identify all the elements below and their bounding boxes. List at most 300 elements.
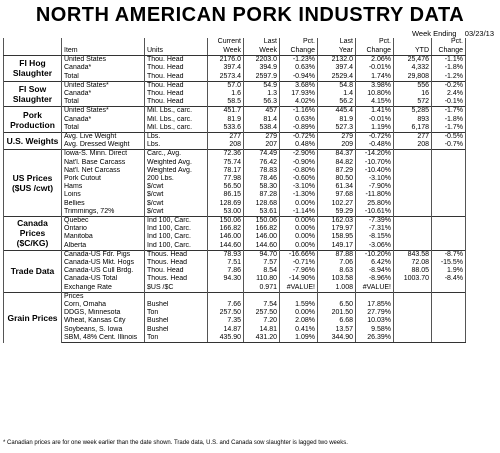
pct-change-3-cell: -1.8%	[432, 116, 466, 124]
last-week-cell: 538.4	[244, 124, 280, 133]
section-label: Canada Prices ($C/KG)	[4, 217, 62, 251]
units-cell: Bushel	[145, 301, 208, 309]
pct-change-2-cell: 25.80%	[356, 200, 394, 208]
pct-change-2-cell: 6.42%	[356, 259, 394, 267]
ytd-cell	[394, 225, 432, 233]
pct-change-2-cell: 10.03%	[356, 317, 394, 325]
item-cell: Canada-US Cull Brdg.	[62, 267, 145, 275]
last-year-cell: 8.63	[318, 267, 356, 275]
last-week-cell: 78.83	[244, 167, 280, 175]
section-label: FI Sow Slaughter	[4, 81, 62, 107]
last-year-cell: 2529.4	[318, 73, 356, 82]
table-row	[4, 326, 466, 334]
table-row	[4, 133, 466, 142]
table-row	[4, 98, 466, 107]
current-week-cell: 2176.0	[208, 56, 244, 65]
pct-change-1-cell: -0.90%	[280, 159, 318, 167]
header-pct2-line2: Change	[366, 46, 391, 54]
header-pct-change-2	[356, 38, 394, 56]
ytd-cell: 208	[394, 141, 432, 150]
current-week-cell: 7.51	[208, 259, 244, 267]
ytd-cell: 16	[394, 90, 432, 98]
item-cell: Canada-US Fdr. Pigs	[62, 250, 145, 259]
pct-change-3-cell	[432, 284, 466, 293]
pct-change-1-cell: 1.09%	[280, 334, 318, 343]
ytd-cell: 277	[394, 133, 432, 142]
current-week-cell: 58.5	[208, 98, 244, 107]
empty-cell	[318, 292, 356, 301]
item-cell: Corn, Omaha	[62, 301, 145, 309]
item-cell: United States*	[62, 107, 145, 116]
units-cell: Mil. Lbs., carc.	[145, 107, 208, 116]
pct-change-1-cell: -1.30%	[280, 191, 318, 199]
pct-change-3-cell	[432, 225, 466, 233]
last-week-cell: 457	[244, 107, 280, 116]
pct-change-2-cell: 27.79%	[356, 309, 394, 317]
units-cell: Lbs.	[145, 141, 208, 150]
units-cell: Mil. Lbs., carc.	[145, 116, 208, 124]
item-cell: SBM, 48% Cent. Illinois	[62, 334, 145, 343]
current-week-cell	[208, 284, 244, 293]
last-week-cell: 74.49	[244, 150, 280, 159]
last-week-cell: 54.9	[244, 81, 280, 90]
item-cell: United States	[62, 56, 145, 65]
header-pct-change-3	[432, 38, 466, 56]
last-year-cell: 7.06	[318, 259, 356, 267]
current-week-cell: 81.9	[208, 116, 244, 124]
ytd-cell: 5,285	[394, 107, 432, 116]
last-week-cell: 1.3	[244, 90, 280, 98]
header-lastweek-line1: Last	[263, 38, 277, 45]
ytd-cell	[394, 317, 432, 325]
pct-change-3-cell: -0.5%	[432, 133, 466, 142]
last-year-cell: 344.90	[318, 334, 356, 343]
header-item: Item	[62, 38, 145, 56]
units-cell: Ton	[145, 334, 208, 343]
last-week-cell: 58.30	[244, 183, 280, 191]
item-cell: Canada*	[62, 64, 145, 72]
units-cell: Bushel	[145, 317, 208, 325]
table-row	[4, 225, 466, 233]
pct-change-3-cell	[432, 150, 466, 159]
current-week-cell: 14.87	[208, 326, 244, 334]
pct-change-1-cell: 3.68%	[280, 81, 318, 90]
header-blank	[4, 38, 62, 56]
table-row	[4, 217, 466, 226]
ytd-cell	[394, 284, 432, 293]
table-row	[4, 309, 466, 317]
item-cell: Hams	[62, 183, 145, 191]
header-last-week	[244, 38, 280, 56]
last-year-cell: 87.29	[318, 167, 356, 175]
section-header-item: Prices	[62, 292, 145, 301]
ytd-cell	[394, 334, 432, 343]
pct-change-2-cell: -8.94%	[356, 267, 394, 275]
pct-change-2-cell: 2.06%	[356, 56, 394, 65]
pct-change-1-cell: #VALUE!	[280, 284, 318, 293]
current-week-cell: 72.36	[208, 150, 244, 159]
current-week-cell: 94.30	[208, 275, 244, 283]
table-row	[4, 124, 466, 133]
section-label: U.S. Weights	[4, 133, 62, 150]
pct-change-2-cell: 26.39%	[356, 334, 394, 343]
pct-change-2-cell: -3.06%	[356, 242, 394, 251]
empty-cell	[394, 292, 432, 301]
item-cell: Quebec	[62, 217, 145, 226]
header-pct3-line1: Pct.	[450, 38, 463, 45]
current-week-cell: 208	[208, 141, 244, 150]
last-week-cell: 128.68	[244, 200, 280, 208]
item-cell: Canada-US Total	[62, 275, 145, 283]
pct-change-1-cell: -0.60%	[280, 175, 318, 183]
empty-cell	[356, 292, 394, 301]
current-week-cell: 150.06	[208, 217, 244, 226]
table-row	[4, 141, 466, 150]
header-units: Units	[145, 38, 208, 56]
units-cell: Ind 100, Carc.	[145, 242, 208, 251]
item-cell: Iowa-S. Minn. Direct	[62, 150, 145, 159]
empty-cell	[280, 292, 318, 301]
pct-change-3-cell	[432, 183, 466, 191]
current-week-cell: 53.00	[208, 208, 244, 217]
last-week-cell: 7.54	[244, 301, 280, 309]
pct-change-3-cell	[432, 208, 466, 217]
item-cell: Total	[62, 98, 145, 107]
last-year-cell: 445.4	[318, 107, 356, 116]
last-year-cell: 97.68	[318, 191, 356, 199]
header-lastyear-line2: Year	[338, 46, 353, 54]
header-pct3-line2: Change	[438, 46, 463, 54]
table-row	[4, 150, 466, 159]
pct-change-2-cell: 9.58%	[356, 326, 394, 334]
pct-change-2-cell: 17.85%	[356, 301, 394, 309]
table-row	[4, 267, 466, 275]
current-week-cell: 78.17	[208, 167, 244, 175]
last-year-cell: 84.37	[318, 150, 356, 159]
item-cell: Exchange Rate	[62, 284, 145, 293]
empty-cell	[432, 292, 466, 301]
last-year-cell: 84.82	[318, 159, 356, 167]
last-year-cell: 87.88	[318, 250, 356, 259]
ytd-cell	[394, 301, 432, 309]
pct-change-1-cell: -0.80%	[280, 167, 318, 175]
ytd-cell: 1003.70	[394, 275, 432, 283]
last-week-cell: 7.57	[244, 259, 280, 267]
pct-change-3-cell: 1.9%	[432, 267, 466, 275]
ytd-cell: 843.58	[394, 250, 432, 259]
pct-change-3-cell: 2.4%	[432, 90, 466, 98]
table-row	[4, 301, 466, 309]
pct-change-1-cell: -0.72%	[280, 133, 318, 142]
item-cell: Avg. Dressed Weight	[62, 141, 145, 150]
last-year-cell: 1.008	[318, 284, 356, 293]
header-pct2-line1: Pct.	[378, 38, 391, 45]
item-cell: Ontario	[62, 225, 145, 233]
pct-change-2-cell: -0.01%	[356, 64, 394, 72]
item-cell: Manitoba	[62, 233, 145, 241]
item-cell: Trimmings, 72%	[62, 208, 145, 217]
last-year-cell: 279	[318, 133, 356, 142]
units-cell: Thou. Head	[145, 73, 208, 82]
current-week-cell: 7.35	[208, 317, 244, 325]
pct-change-1-cell: 4.02%	[280, 98, 318, 107]
table-row	[4, 175, 466, 183]
last-year-cell: 6.68	[318, 317, 356, 325]
pct-change-1-cell: 1.59%	[280, 301, 318, 309]
header-pct1-line2: Change	[290, 46, 315, 54]
pct-change-1-cell: -7.96%	[280, 267, 318, 275]
table-row	[4, 250, 466, 259]
item-cell: Canada-US Mkt. Hogs	[62, 259, 145, 267]
current-week-cell: 144.60	[208, 242, 244, 251]
ytd-cell: 6,178	[394, 124, 432, 133]
units-cell: Ind 100, Carc.	[145, 233, 208, 241]
section-header-row	[4, 292, 466, 301]
pct-change-1-cell: -2.90%	[280, 150, 318, 159]
pct-change-3-cell: -1.1%	[432, 56, 466, 65]
units-cell: $/cwt	[145, 208, 208, 217]
week-ending-date: 03/23/13	[464, 29, 494, 38]
last-year-cell: 149.17	[318, 242, 356, 251]
table-row	[4, 317, 466, 325]
ytd-cell	[394, 150, 432, 159]
last-week-cell: 110.80	[244, 275, 280, 283]
last-year-cell: 6.50	[318, 301, 356, 309]
pct-change-2-cell: -10.61%	[356, 208, 394, 217]
pct-change-2-cell: -10.70%	[356, 159, 394, 167]
ytd-cell	[394, 167, 432, 175]
header-ytd: YTD	[394, 38, 432, 56]
units-cell: Lbs.	[145, 133, 208, 142]
last-year-cell: 80.50	[318, 175, 356, 183]
units-cell: $/cwt	[145, 191, 208, 199]
table-row	[4, 259, 466, 267]
units-cell: Ind 100, Carc.	[145, 225, 208, 233]
header-row	[4, 38, 466, 56]
empty-cell	[244, 292, 280, 301]
table-row	[4, 116, 466, 124]
units-cell: Thou. Head	[145, 90, 208, 98]
pct-change-3-cell: -0.1%	[432, 98, 466, 107]
units-cell: Weighted Avg.	[145, 167, 208, 175]
table-row	[4, 107, 466, 116]
table-row	[4, 275, 466, 283]
week-ending-label: Week Ending	[411, 29, 457, 38]
pct-change-3-cell	[432, 233, 466, 241]
pct-change-3-cell	[432, 317, 466, 325]
pct-change-2-cell: -14.20%	[356, 150, 394, 159]
empty-cell	[208, 292, 244, 301]
pct-change-3-cell: -0.2%	[432, 81, 466, 90]
pct-change-1-cell: -0.89%	[280, 124, 318, 133]
last-year-cell: 13.57	[318, 326, 356, 334]
item-cell: Alberta	[62, 242, 145, 251]
units-cell: 200 Lbs.	[145, 175, 208, 183]
ytd-cell	[394, 159, 432, 167]
pct-change-2-cell: -0.48%	[356, 141, 394, 150]
pct-change-2-cell: 10.80%	[356, 90, 394, 98]
ytd-cell	[394, 183, 432, 191]
item-cell: Total	[62, 73, 145, 82]
item-cell: Total	[62, 124, 145, 133]
last-week-cell: 81.4	[244, 116, 280, 124]
last-year-cell: 102.27	[318, 200, 356, 208]
last-week-cell: 76.42	[244, 159, 280, 167]
empty-cell	[145, 292, 208, 301]
last-year-cell: 56.2	[318, 98, 356, 107]
current-week-cell: 78.93	[208, 250, 244, 259]
last-year-cell: 81.9	[318, 116, 356, 124]
last-week-cell: 53.61	[244, 208, 280, 217]
current-week-cell: 397.4	[208, 64, 244, 72]
pct-change-2-cell: -10.20%	[356, 250, 394, 259]
pct-change-1-cell: -14.90%	[280, 275, 318, 283]
section-label: FI Hog Slaughter	[4, 56, 62, 82]
section-label: Pork Production	[4, 107, 62, 133]
header-lastyear-line1: Last	[339, 38, 353, 45]
pct-change-1-cell: 0.63%	[280, 116, 318, 124]
pct-change-3-cell: -1.7%	[432, 107, 466, 116]
ytd-cell: 25,476	[394, 56, 432, 65]
ytd-cell: 29,808	[394, 73, 432, 82]
item-cell: Avg. Live Weight	[62, 133, 145, 142]
pct-change-3-cell	[432, 217, 466, 226]
pct-change-1-cell: -1.14%	[280, 208, 318, 217]
table-row	[4, 167, 466, 175]
last-year-cell: 201.50	[318, 309, 356, 317]
last-week-cell: 14.81	[244, 326, 280, 334]
last-week-cell: 78.46	[244, 175, 280, 183]
units-cell: Thou. Head	[145, 267, 208, 275]
pct-change-2-cell: -11.80%	[356, 191, 394, 199]
units-cell: Bushel	[145, 326, 208, 334]
last-week-cell: 8.54	[244, 267, 280, 275]
pct-change-3-cell	[432, 175, 466, 183]
units-cell: Ton	[145, 309, 208, 317]
last-week-cell: 2203.0	[244, 56, 280, 65]
pct-change-3-cell: -15.5%	[432, 259, 466, 267]
pct-change-1-cell: -0.94%	[280, 73, 318, 82]
current-week-cell: 75.74	[208, 159, 244, 167]
last-year-cell: 179.97	[318, 225, 356, 233]
last-year-cell: 397.4	[318, 64, 356, 72]
last-week-cell: 279	[244, 133, 280, 142]
last-year-cell: 158.95	[318, 233, 356, 241]
current-week-cell: 128.69	[208, 200, 244, 208]
last-week-cell: 207	[244, 141, 280, 150]
pct-change-3-cell: -1.2%	[432, 73, 466, 82]
pct-change-3-cell: -1.8%	[432, 64, 466, 72]
last-week-cell: 150.06	[244, 217, 280, 226]
pct-change-2-cell: -0.01%	[356, 116, 394, 124]
pct-change-1-cell: 17.93%	[280, 90, 318, 98]
table-row	[4, 208, 466, 217]
pct-change-1-cell: 0.00%	[280, 225, 318, 233]
units-cell: Thous. Head	[145, 275, 208, 283]
data-table	[3, 38, 466, 343]
last-week-cell: 0.971	[244, 284, 280, 293]
pct-change-1-cell: 2.08%	[280, 317, 318, 325]
table-row	[4, 191, 466, 199]
pct-change-2-cell: 3.98%	[356, 81, 394, 90]
last-week-cell: 7.20	[244, 317, 280, 325]
item-cell: Bellies	[62, 200, 145, 208]
current-week-cell: 57.0	[208, 81, 244, 90]
pct-change-1-cell: 0.00%	[280, 233, 318, 241]
units-cell: Thou. Head	[145, 56, 208, 65]
units-cell: Weighted Avg.	[145, 159, 208, 167]
pct-change-1-cell: -0.71%	[280, 259, 318, 267]
units-cell: Thou. Head	[145, 81, 208, 90]
current-week-cell: 533.6	[208, 124, 244, 133]
ytd-cell	[394, 191, 432, 199]
table-row	[4, 200, 466, 208]
item-cell: Loins	[62, 191, 145, 199]
week-ending	[412, 29, 494, 38]
units-cell: Thous. Head	[145, 250, 208, 259]
ytd-cell	[394, 242, 432, 251]
last-year-cell: 527.3	[318, 124, 356, 133]
last-week-cell: 394.9	[244, 64, 280, 72]
current-week-cell: 146.00	[208, 233, 244, 241]
section-label: Trade Data	[4, 250, 62, 292]
last-year-cell: 2132.0	[318, 56, 356, 65]
ytd-cell: 72.08	[394, 259, 432, 267]
report-title: NORTH AMERICAN PORK INDUSTRY DATA	[35, 4, 465, 26]
current-week-cell: 451.7	[208, 107, 244, 116]
header-current-line2: Week	[223, 46, 241, 54]
pct-change-2-cell: -7.31%	[356, 225, 394, 233]
pct-change-2-cell: -7.90%	[356, 183, 394, 191]
last-year-cell: 61.34	[318, 183, 356, 191]
current-week-cell: 1.6	[208, 90, 244, 98]
ytd-cell	[394, 309, 432, 317]
pct-change-1-cell: 0.63%	[280, 64, 318, 72]
header-pct1-line1: Pct.	[302, 38, 315, 45]
header-pct-change-1	[280, 38, 318, 56]
current-week-cell: 77.98	[208, 175, 244, 183]
last-week-cell: 94.70	[244, 250, 280, 259]
current-week-cell: 277	[208, 133, 244, 142]
item-cell: Pork Cutout	[62, 175, 145, 183]
item-cell: DDGS, Minnesota	[62, 309, 145, 317]
pct-change-2-cell: -8.96%	[356, 275, 394, 283]
last-week-cell: 166.82	[244, 225, 280, 233]
units-cell: Mil. Lbs., carc.	[145, 124, 208, 133]
pct-change-3-cell: -8.4%	[432, 275, 466, 283]
pct-change-2-cell: 1.19%	[356, 124, 394, 133]
units-cell: Thou. Head	[145, 98, 208, 107]
last-year-cell: 209	[318, 141, 356, 150]
pct-change-3-cell	[432, 200, 466, 208]
header-current-week	[208, 38, 244, 56]
units-cell: Ind 100, Carc.	[145, 217, 208, 226]
last-week-cell: 2597.9	[244, 73, 280, 82]
last-week-cell: 146.00	[244, 233, 280, 241]
pct-change-2-cell: 1.74%	[356, 73, 394, 82]
pct-change-3-cell: -8.7%	[432, 250, 466, 259]
table-row	[4, 233, 466, 241]
ytd-cell	[394, 233, 432, 241]
header-lastweek-line2: Week	[259, 46, 277, 54]
table-row	[4, 284, 466, 293]
current-week-cell: 56.50	[208, 183, 244, 191]
ytd-cell	[394, 217, 432, 226]
table-row	[4, 159, 466, 167]
ytd-cell	[394, 200, 432, 208]
pct-change-2-cell: -0.72%	[356, 133, 394, 142]
ytd-cell: 893	[394, 116, 432, 124]
